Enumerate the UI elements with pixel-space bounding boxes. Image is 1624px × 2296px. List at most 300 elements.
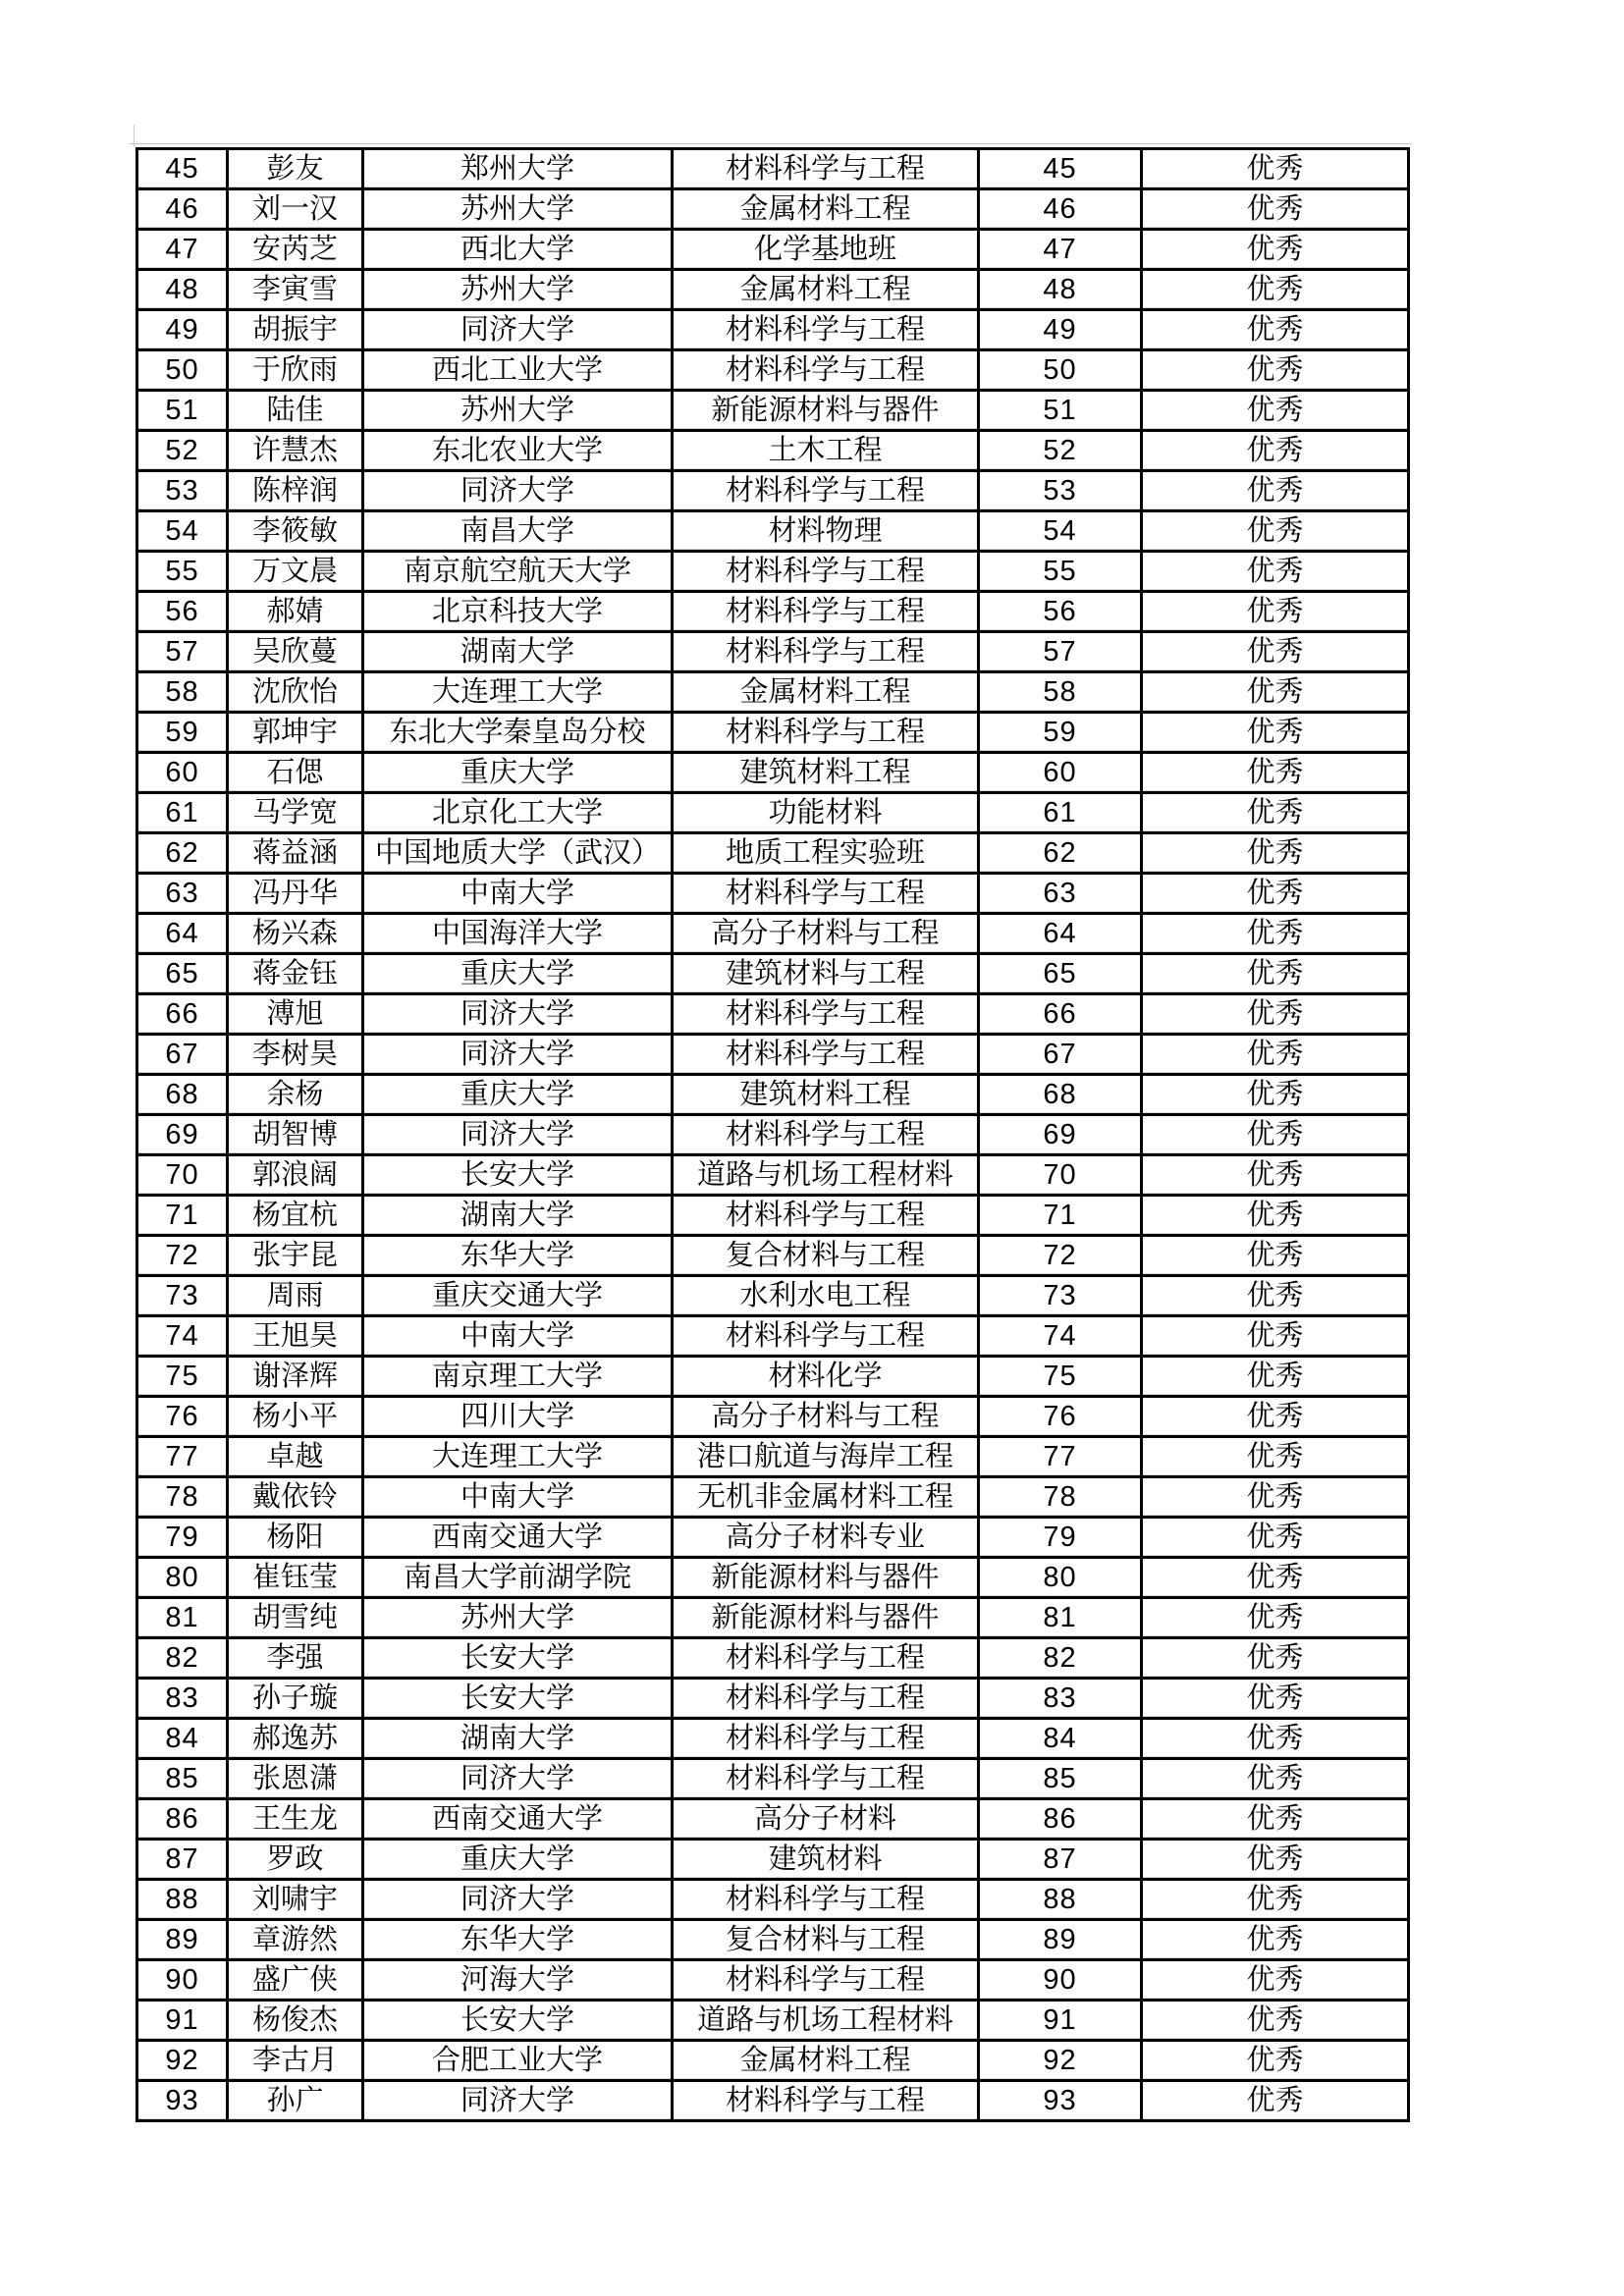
major-cell: 水利水电工程 xyxy=(673,1276,979,1316)
university-cell: 西北工业大学 xyxy=(363,350,673,391)
major-cell: 材料科学与工程 xyxy=(673,471,979,511)
status-cell: 优秀 xyxy=(1142,753,1409,793)
university-cell: 苏州大学 xyxy=(363,1598,673,1638)
university-cell: 四川大学 xyxy=(363,1397,673,1437)
status-cell: 优秀 xyxy=(1142,552,1409,592)
major-cell: 材料科学与工程 xyxy=(673,552,979,592)
number-cell: 61 xyxy=(979,793,1142,833)
status-cell: 优秀 xyxy=(1142,1840,1409,1880)
major-cell: 材料科学与工程 xyxy=(673,1316,979,1357)
table-row xyxy=(137,471,1409,511)
gridline-artifact-horizontal xyxy=(129,143,1412,144)
major-cell: 高分子材料与工程 xyxy=(673,914,979,954)
rank-cell: 64 xyxy=(137,914,228,954)
rank-cell: 68 xyxy=(137,1075,228,1115)
major-cell: 材料科学与工程 xyxy=(673,310,979,350)
name-cell: 胡雪纯 xyxy=(228,1598,363,1638)
rank-cell: 60 xyxy=(137,753,228,793)
status-cell: 优秀 xyxy=(1142,1558,1409,1598)
name-cell: 罗政 xyxy=(228,1840,363,1880)
table-row xyxy=(137,1759,1409,1799)
status-cell: 优秀 xyxy=(1142,511,1409,552)
status-cell: 优秀 xyxy=(1142,1276,1409,1316)
major-cell: 复合材料与工程 xyxy=(673,1236,979,1276)
number-cell: 72 xyxy=(979,1236,1142,1276)
number-cell: 59 xyxy=(979,713,1142,753)
table-row xyxy=(137,1679,1409,1719)
number-cell: 86 xyxy=(979,1799,1142,1840)
university-cell: 中南大学 xyxy=(363,1477,673,1518)
name-cell: 李古月 xyxy=(228,2041,363,2081)
number-cell: 76 xyxy=(979,1397,1142,1437)
rank-cell: 57 xyxy=(137,632,228,672)
name-cell: 陈梓润 xyxy=(228,471,363,511)
name-cell: 马学宽 xyxy=(228,793,363,833)
name-cell: 彭友 xyxy=(228,149,363,189)
major-cell: 复合材料与工程 xyxy=(673,1920,979,1960)
major-cell: 材料科学与工程 xyxy=(673,1035,979,1075)
number-cell: 81 xyxy=(979,1598,1142,1638)
rank-cell: 45 xyxy=(137,149,228,189)
table-row xyxy=(137,1316,1409,1357)
name-cell: 王旭昊 xyxy=(228,1316,363,1357)
status-cell: 优秀 xyxy=(1142,391,1409,431)
rank-cell: 84 xyxy=(137,1719,228,1759)
university-cell: 同济大学 xyxy=(363,1759,673,1799)
major-cell: 材料科学与工程 xyxy=(673,1638,979,1679)
major-cell: 材料科学与工程 xyxy=(673,713,979,753)
name-cell: 李强 xyxy=(228,1638,363,1679)
rank-cell: 93 xyxy=(137,2081,228,2121)
university-cell: 同济大学 xyxy=(363,1035,673,1075)
major-cell: 材料科学与工程 xyxy=(673,874,979,914)
university-cell: 南昌大学前湖学院 xyxy=(363,1558,673,1598)
university-cell: 东华大学 xyxy=(363,1920,673,1960)
status-cell: 优秀 xyxy=(1142,1518,1409,1558)
table-row xyxy=(137,592,1409,632)
number-cell: 60 xyxy=(979,753,1142,793)
major-cell: 新能源材料与器件 xyxy=(673,1558,979,1598)
table-row xyxy=(137,954,1409,994)
university-cell: 西南交通大学 xyxy=(363,1799,673,1840)
name-cell: 于欣雨 xyxy=(228,350,363,391)
major-cell: 金属材料工程 xyxy=(673,189,979,230)
rank-cell: 59 xyxy=(137,713,228,753)
number-cell: 57 xyxy=(979,632,1142,672)
rank-cell: 85 xyxy=(137,1759,228,1799)
number-cell: 71 xyxy=(979,1196,1142,1236)
number-cell: 56 xyxy=(979,592,1142,632)
major-cell: 材料化学 xyxy=(673,1357,979,1397)
university-cell: 同济大学 xyxy=(363,1115,673,1155)
number-cell: 74 xyxy=(979,1316,1142,1357)
table-row xyxy=(137,914,1409,954)
status-cell: 优秀 xyxy=(1142,471,1409,511)
status-cell: 优秀 xyxy=(1142,1920,1409,1960)
name-cell: 许慧杰 xyxy=(228,431,363,471)
university-cell: 北京科技大学 xyxy=(363,592,673,632)
table-body xyxy=(137,149,1409,2121)
table-row xyxy=(137,753,1409,793)
number-cell: 58 xyxy=(979,672,1142,713)
number-cell: 77 xyxy=(979,1437,1142,1477)
table-row xyxy=(137,1799,1409,1840)
university-cell: 西北大学 xyxy=(363,230,673,270)
table-row xyxy=(137,2081,1409,2121)
university-cell: 长安大学 xyxy=(363,1155,673,1196)
rank-cell: 79 xyxy=(137,1518,228,1558)
status-cell: 优秀 xyxy=(1142,1357,1409,1397)
name-cell: 孙子璇 xyxy=(228,1679,363,1719)
rank-cell: 56 xyxy=(137,592,228,632)
number-cell: 50 xyxy=(979,350,1142,391)
rank-cell: 67 xyxy=(137,1035,228,1075)
major-cell: 材料科学与工程 xyxy=(673,1115,979,1155)
name-cell: 郝逸苏 xyxy=(228,1719,363,1759)
university-cell: 合肥工业大学 xyxy=(363,2041,673,2081)
name-cell: 余杨 xyxy=(228,1075,363,1115)
number-cell: 79 xyxy=(979,1518,1142,1558)
rank-cell: 55 xyxy=(137,552,228,592)
university-cell: 东北大学秦皇岛分校 xyxy=(363,713,673,753)
status-cell: 优秀 xyxy=(1142,1035,1409,1075)
university-cell: 中国地质大学（武汉） xyxy=(363,833,673,874)
status-cell: 优秀 xyxy=(1142,149,1409,189)
university-cell: 东北农业大学 xyxy=(363,431,673,471)
number-cell: 92 xyxy=(979,2041,1142,2081)
rank-cell: 53 xyxy=(137,471,228,511)
status-cell: 优秀 xyxy=(1142,994,1409,1035)
name-cell: 杨兴森 xyxy=(228,914,363,954)
status-cell: 优秀 xyxy=(1142,1880,1409,1920)
table-row xyxy=(137,230,1409,270)
status-cell: 优秀 xyxy=(1142,189,1409,230)
table-row xyxy=(137,1155,1409,1196)
major-cell: 材料科学与工程 xyxy=(673,2081,979,2121)
major-cell: 材料科学与工程 xyxy=(673,1196,979,1236)
table-row xyxy=(137,1035,1409,1075)
name-cell: 孙广 xyxy=(228,2081,363,2121)
name-cell: 李树昊 xyxy=(228,1035,363,1075)
name-cell: 李寅雪 xyxy=(228,270,363,310)
number-cell: 69 xyxy=(979,1115,1142,1155)
major-cell: 道路与机场工程材料 xyxy=(673,1155,979,1196)
university-cell: 西南交通大学 xyxy=(363,1518,673,1558)
number-cell: 66 xyxy=(979,994,1142,1035)
number-cell: 49 xyxy=(979,310,1142,350)
table-row xyxy=(137,1960,1409,2001)
university-cell: 苏州大学 xyxy=(363,270,673,310)
status-cell: 优秀 xyxy=(1142,1638,1409,1679)
name-cell: 蒋益涵 xyxy=(228,833,363,874)
status-cell: 优秀 xyxy=(1142,914,1409,954)
rank-cell: 83 xyxy=(137,1679,228,1719)
status-cell: 优秀 xyxy=(1142,270,1409,310)
name-cell: 沈欣怡 xyxy=(228,672,363,713)
major-cell: 建筑材料与工程 xyxy=(673,954,979,994)
name-cell: 谢泽辉 xyxy=(228,1357,363,1397)
rank-cell: 52 xyxy=(137,431,228,471)
university-cell: 大连理工大学 xyxy=(363,1437,673,1477)
status-cell: 优秀 xyxy=(1142,1437,1409,1477)
table-row xyxy=(137,149,1409,189)
rank-cell: 89 xyxy=(137,1920,228,1960)
status-cell: 优秀 xyxy=(1142,2001,1409,2041)
major-cell: 建筑材料工程 xyxy=(673,753,979,793)
name-cell: 溥旭 xyxy=(228,994,363,1035)
university-cell: 大连理工大学 xyxy=(363,672,673,713)
university-cell: 东华大学 xyxy=(363,1236,673,1276)
major-cell: 土木工程 xyxy=(673,431,979,471)
university-cell: 苏州大学 xyxy=(363,189,673,230)
status-cell: 优秀 xyxy=(1142,1236,1409,1276)
major-cell: 材料物理 xyxy=(673,511,979,552)
major-cell: 高分子材料专业 xyxy=(673,1518,979,1558)
table-row xyxy=(137,833,1409,874)
status-cell: 优秀 xyxy=(1142,350,1409,391)
number-cell: 82 xyxy=(979,1638,1142,1679)
status-cell: 优秀 xyxy=(1142,2081,1409,2121)
rank-cell: 49 xyxy=(137,310,228,350)
rank-cell: 82 xyxy=(137,1638,228,1679)
major-cell: 材料科学与工程 xyxy=(673,994,979,1035)
university-cell: 长安大学 xyxy=(363,1638,673,1679)
major-cell: 建筑材料 xyxy=(673,1840,979,1880)
status-cell: 优秀 xyxy=(1142,1397,1409,1437)
number-cell: 68 xyxy=(979,1075,1142,1115)
name-cell: 章游然 xyxy=(228,1920,363,1960)
number-cell: 91 xyxy=(979,2001,1142,2041)
number-cell: 52 xyxy=(979,431,1142,471)
rank-cell: 88 xyxy=(137,1880,228,1920)
rank-cell: 70 xyxy=(137,1155,228,1196)
university-cell: 湖南大学 xyxy=(363,1196,673,1236)
university-cell: 南昌大学 xyxy=(363,511,673,552)
major-cell: 功能材料 xyxy=(673,793,979,833)
table-row xyxy=(137,552,1409,592)
name-cell: 胡振宇 xyxy=(228,310,363,350)
number-cell: 84 xyxy=(979,1719,1142,1759)
table-row xyxy=(137,1477,1409,1518)
name-cell: 万文晨 xyxy=(228,552,363,592)
table-row xyxy=(137,1397,1409,1437)
status-cell: 优秀 xyxy=(1142,1115,1409,1155)
status-cell: 优秀 xyxy=(1142,713,1409,753)
name-cell: 冯丹华 xyxy=(228,874,363,914)
major-cell: 建筑材料工程 xyxy=(673,1075,979,1115)
rank-cell: 90 xyxy=(137,1960,228,2001)
student-roster-table xyxy=(135,147,1410,2122)
number-cell: 64 xyxy=(979,914,1142,954)
major-cell: 材料科学与工程 xyxy=(673,149,979,189)
table-row xyxy=(137,672,1409,713)
status-cell: 优秀 xyxy=(1142,1799,1409,1840)
status-cell: 优秀 xyxy=(1142,672,1409,713)
name-cell: 张恩潇 xyxy=(228,1759,363,1799)
rank-cell: 74 xyxy=(137,1316,228,1357)
university-cell: 同济大学 xyxy=(363,310,673,350)
table-row xyxy=(137,1920,1409,1960)
university-cell: 南京航空航天大学 xyxy=(363,552,673,592)
major-cell: 材料科学与工程 xyxy=(673,350,979,391)
number-cell: 80 xyxy=(979,1558,1142,1598)
status-cell: 优秀 xyxy=(1142,874,1409,914)
status-cell: 优秀 xyxy=(1142,1719,1409,1759)
status-cell: 优秀 xyxy=(1142,1960,1409,2001)
name-cell: 胡智博 xyxy=(228,1115,363,1155)
status-cell: 优秀 xyxy=(1142,954,1409,994)
number-cell: 47 xyxy=(979,230,1142,270)
table-row xyxy=(137,1840,1409,1880)
number-cell: 48 xyxy=(979,270,1142,310)
table-row xyxy=(137,431,1409,471)
rank-cell: 92 xyxy=(137,2041,228,2081)
number-cell: 85 xyxy=(979,1759,1142,1799)
status-cell: 优秀 xyxy=(1142,632,1409,672)
university-cell: 北京化工大学 xyxy=(363,793,673,833)
rank-cell: 77 xyxy=(137,1437,228,1477)
university-cell: 重庆大学 xyxy=(363,954,673,994)
major-cell: 材料科学与工程 xyxy=(673,1719,979,1759)
rank-cell: 61 xyxy=(137,793,228,833)
rank-cell: 73 xyxy=(137,1276,228,1316)
status-cell: 优秀 xyxy=(1142,431,1409,471)
rank-cell: 58 xyxy=(137,672,228,713)
status-cell: 优秀 xyxy=(1142,1196,1409,1236)
major-cell: 无机非金属材料工程 xyxy=(673,1477,979,1518)
name-cell: 安芮芝 xyxy=(228,230,363,270)
major-cell: 材料科学与工程 xyxy=(673,1960,979,2001)
university-cell: 郑州大学 xyxy=(363,149,673,189)
university-cell: 重庆大学 xyxy=(363,1075,673,1115)
rank-cell: 86 xyxy=(137,1799,228,1840)
rank-cell: 72 xyxy=(137,1236,228,1276)
name-cell: 杨宜杭 xyxy=(228,1196,363,1236)
number-cell: 62 xyxy=(979,833,1142,874)
major-cell: 金属材料工程 xyxy=(673,672,979,713)
major-cell: 港口航道与海岸工程 xyxy=(673,1437,979,1477)
number-cell: 46 xyxy=(979,189,1142,230)
name-cell: 盛广侠 xyxy=(228,1960,363,2001)
status-cell: 优秀 xyxy=(1142,592,1409,632)
rank-cell: 65 xyxy=(137,954,228,994)
major-cell: 高分子材料 xyxy=(673,1799,979,1840)
status-cell: 优秀 xyxy=(1142,1759,1409,1799)
university-cell: 湖南大学 xyxy=(363,632,673,672)
number-cell: 87 xyxy=(979,1840,1142,1880)
rank-cell: 62 xyxy=(137,833,228,874)
number-cell: 51 xyxy=(979,391,1142,431)
university-cell: 长安大学 xyxy=(363,1679,673,1719)
rank-cell: 80 xyxy=(137,1558,228,1598)
university-cell: 中国海洋大学 xyxy=(363,914,673,954)
name-cell: 崔钰莹 xyxy=(228,1558,363,1598)
table-row xyxy=(137,1719,1409,1759)
rank-cell: 48 xyxy=(137,270,228,310)
university-cell: 湖南大学 xyxy=(363,1719,673,1759)
name-cell: 郭浪阔 xyxy=(228,1155,363,1196)
number-cell: 63 xyxy=(979,874,1142,914)
table-row xyxy=(137,350,1409,391)
table-row xyxy=(137,310,1409,350)
number-cell: 89 xyxy=(979,1920,1142,1960)
status-cell: 优秀 xyxy=(1142,310,1409,350)
major-cell: 新能源材料与器件 xyxy=(673,391,979,431)
rank-cell: 54 xyxy=(137,511,228,552)
number-cell: 78 xyxy=(979,1477,1142,1518)
major-cell: 新能源材料与器件 xyxy=(673,1598,979,1638)
rank-cell: 75 xyxy=(137,1357,228,1397)
university-cell: 同济大学 xyxy=(363,471,673,511)
major-cell: 高分子材料与工程 xyxy=(673,1397,979,1437)
table-row xyxy=(137,1357,1409,1397)
table-row xyxy=(137,632,1409,672)
rank-cell: 69 xyxy=(137,1115,228,1155)
table-row xyxy=(137,189,1409,230)
major-cell: 化学基地班 xyxy=(673,230,979,270)
number-cell: 83 xyxy=(979,1679,1142,1719)
table-row xyxy=(137,1880,1409,1920)
rank-cell: 51 xyxy=(137,391,228,431)
table-row xyxy=(137,2041,1409,2081)
rank-cell: 71 xyxy=(137,1196,228,1236)
table-row xyxy=(137,1196,1409,1236)
table-row xyxy=(137,1558,1409,1598)
name-cell: 戴依铃 xyxy=(228,1477,363,1518)
major-cell: 材料科学与工程 xyxy=(673,1759,979,1799)
rank-cell: 76 xyxy=(137,1397,228,1437)
status-cell: 优秀 xyxy=(1142,833,1409,874)
status-cell: 优秀 xyxy=(1142,1075,1409,1115)
number-cell: 88 xyxy=(979,1880,1142,1920)
status-cell: 优秀 xyxy=(1142,1598,1409,1638)
table-row xyxy=(137,1598,1409,1638)
name-cell: 吴欣蔓 xyxy=(228,632,363,672)
university-cell: 重庆大学 xyxy=(363,1840,673,1880)
name-cell: 卓越 xyxy=(228,1437,363,1477)
name-cell: 陆佳 xyxy=(228,391,363,431)
number-cell: 65 xyxy=(979,954,1142,994)
university-cell: 长安大学 xyxy=(363,2001,673,2041)
number-cell: 45 xyxy=(979,149,1142,189)
rank-cell: 47 xyxy=(137,230,228,270)
name-cell: 杨阳 xyxy=(228,1518,363,1558)
status-cell: 优秀 xyxy=(1142,2041,1409,2081)
university-cell: 同济大学 xyxy=(363,994,673,1035)
name-cell: 周雨 xyxy=(228,1276,363,1316)
major-cell: 材料科学与工程 xyxy=(673,1880,979,1920)
number-cell: 70 xyxy=(979,1155,1142,1196)
number-cell: 90 xyxy=(979,1960,1142,2001)
university-cell: 中南大学 xyxy=(363,1316,673,1357)
rank-cell: 63 xyxy=(137,874,228,914)
table-row xyxy=(137,1276,1409,1316)
status-cell: 优秀 xyxy=(1142,1679,1409,1719)
status-cell: 优秀 xyxy=(1142,1477,1409,1518)
table-row xyxy=(137,994,1409,1035)
table-row xyxy=(137,1075,1409,1115)
major-cell: 道路与机场工程材料 xyxy=(673,2001,979,2041)
table-row xyxy=(137,874,1409,914)
table-row xyxy=(137,511,1409,552)
university-cell: 重庆交通大学 xyxy=(363,1276,673,1316)
number-cell: 93 xyxy=(979,2081,1142,2121)
table-row xyxy=(137,713,1409,753)
number-cell: 73 xyxy=(979,1276,1142,1316)
university-cell: 河海大学 xyxy=(363,1960,673,2001)
major-cell: 材料科学与工程 xyxy=(673,1679,979,1719)
rank-cell: 81 xyxy=(137,1598,228,1638)
